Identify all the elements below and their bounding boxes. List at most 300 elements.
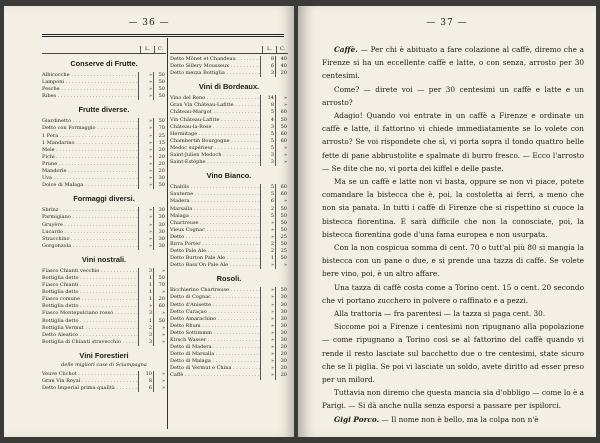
header-lire: L. [140, 46, 154, 53]
item-name: Mandorle . . . [42, 168, 138, 175]
price-row [170, 213, 288, 220]
price-lire: » [260, 262, 275, 269]
price-row [42, 282, 166, 289]
paragraph-heading: Caffè. [334, 45, 358, 54]
item-name: Chambertin Bourgogne . . . [170, 138, 260, 145]
section-title: Vini di Bordeaux. [198, 82, 260, 92]
price-column-right [170, 46, 288, 432]
price-centesimi: 30 [275, 316, 288, 323]
price-lire: 8 [260, 56, 275, 63]
price-centesimi: » [153, 289, 166, 296]
price-lire: » [260, 323, 275, 330]
item-name: Madera . . . [170, 198, 260, 205]
item-name: Bottiglia di Chianti stravecchio . . . [42, 339, 138, 346]
item-name: Ribes . . . [42, 93, 138, 100]
item-name: Stracchino . . . [42, 236, 138, 243]
price-lire: » [260, 220, 275, 227]
price-lire: 2 [260, 241, 275, 248]
item-name: Detto Imperial prima qualità . . . [42, 385, 138, 392]
item-name: Detto di Madera . . . [170, 344, 260, 351]
price-row [170, 138, 288, 145]
price-centesimi: 25 [275, 248, 288, 255]
section-title: Frutte diverse. [78, 105, 130, 115]
guide-text [322, 43, 584, 426]
item-name: 1 Mandarino . . . [42, 140, 138, 147]
price-centesimi: » [275, 102, 288, 109]
item-name: Detto Bass'On Pale Ale . . . [170, 262, 260, 269]
item-name: Detto di Cognac . . . [170, 294, 260, 301]
paragraph [322, 307, 584, 320]
price-centesimi: 30 [153, 229, 166, 236]
price-lire: 6 [260, 198, 275, 205]
price-centesimi: 25 [153, 133, 166, 140]
price-lire: 5 [260, 191, 275, 198]
price-centesimi: 60 [275, 109, 288, 116]
price-lire: » [138, 222, 153, 229]
price-lire: 1 [138, 289, 153, 296]
price-lire: 3 [260, 124, 275, 131]
price-row [170, 159, 288, 166]
item-name: Fiasco comune . . . [42, 296, 138, 303]
header-spacer [170, 46, 262, 53]
price-lire: 6 [260, 63, 275, 70]
price-centesimi: 20 [275, 70, 288, 77]
price-centesimi: 30 [153, 236, 166, 243]
price-row [170, 316, 288, 323]
paragraph [322, 175, 584, 241]
price-lire: » [138, 161, 153, 168]
column-header [42, 46, 166, 54]
price-row [170, 56, 288, 63]
price-lire: » [138, 243, 153, 250]
price-centesimi: » [153, 325, 166, 332]
price-lire: 3 [138, 310, 153, 317]
item-name: Kirsch Wasser . . . [170, 337, 260, 344]
price-lire: » [138, 236, 153, 243]
price-row [42, 72, 166, 79]
price-centesimi: 20 [153, 147, 166, 154]
price-row [42, 229, 166, 236]
price-centesimi: 30 [153, 207, 166, 214]
price-row [42, 154, 166, 161]
item-name: Detto Sottimmm . . . [170, 330, 260, 337]
item-name: Gorgonzola . . . [42, 243, 138, 250]
item-name: Detto Rhum . . . [170, 323, 260, 330]
item-name: Prune . . . [42, 161, 138, 168]
price-row [170, 145, 288, 152]
price-row [170, 227, 288, 234]
price-centesimi: » [153, 268, 166, 275]
section-title: Vino Bianco. [206, 171, 252, 181]
price-centesimi: 40 [275, 63, 288, 70]
item-name: Saint-Julien Medoch . . . [170, 152, 260, 159]
price-lire: 4 [260, 117, 275, 124]
price-centesimi: 50 [275, 255, 288, 262]
price-lire: 1 [138, 318, 153, 325]
left-page [4, 6, 294, 437]
left-page-number: — 36 — [128, 18, 170, 28]
price-row [170, 372, 288, 379]
price-lire: » [260, 372, 275, 379]
item-name: Bicchierino Chartreuse . . . [170, 287, 260, 294]
paragraph-text: Alla trattoria — fra parentesi — la tazza si paga cent. 30. [334, 309, 546, 319]
price-centesimi: 60 [275, 184, 288, 191]
item-name: Gruyère . . . [42, 222, 138, 229]
price-lire: » [138, 79, 153, 86]
price-centesimi: » [153, 332, 166, 339]
price-centesimi: 50 [275, 206, 288, 213]
price-row [170, 337, 288, 344]
price-lire: 14 [260, 95, 275, 102]
price-centesimi: 50 [275, 287, 288, 294]
price-lire: 8 [138, 378, 153, 385]
price-row [42, 182, 166, 189]
price-centesimi: 30 [153, 214, 166, 221]
price-centesimi: 20 [153, 161, 166, 168]
price-lire: » [260, 309, 275, 316]
header-centesimi: C. [276, 46, 288, 53]
price-centesimi: 50 [275, 227, 288, 234]
price-centesimi: 50 [275, 220, 288, 227]
price-row [170, 255, 288, 262]
item-name: Gran Vin Château-Lafitte . . . [170, 102, 260, 109]
item-name: Bottiglia detto . . . [42, 275, 138, 282]
price-centesimi: » [275, 95, 288, 102]
price-row [42, 325, 166, 332]
price-row [170, 262, 288, 269]
price-lire: » [138, 147, 153, 154]
price-row [170, 124, 288, 131]
item-name: Lucardo . . . [42, 229, 138, 236]
price-row [170, 198, 288, 205]
item-name: Detto Aleatico . . . [42, 332, 138, 339]
price-row [170, 309, 288, 316]
item-name: Vino del Reno . . . [170, 95, 260, 102]
price-centesimi: 30 [275, 302, 288, 309]
price-row [170, 344, 288, 351]
price-row [170, 152, 288, 159]
price-row [42, 318, 166, 325]
price-row [42, 236, 166, 243]
price-centesimi: 60 [275, 191, 288, 198]
price-row [42, 296, 166, 303]
price-row [170, 131, 288, 138]
price-centesimi: 60 [153, 303, 166, 310]
price-lire: » [260, 365, 275, 372]
price-lire: 1 [138, 296, 153, 303]
price-centesimi: 60 [275, 131, 288, 138]
item-name: Detto mezza Bottiglia . . . [170, 70, 260, 77]
price-lire: 5 [260, 184, 275, 191]
price-lire: » [260, 234, 275, 241]
item-name: Lamponi . . . [42, 79, 138, 86]
paragraph [322, 83, 584, 109]
price-row [170, 206, 288, 213]
price-centesimi: 20 [275, 372, 288, 379]
price-lire: 5 [260, 131, 275, 138]
price-row [42, 371, 166, 378]
price-lire: » [260, 302, 275, 309]
item-name: Marsalla . . . [170, 206, 260, 213]
price-row [170, 294, 288, 301]
price-row [42, 118, 166, 125]
paragraph-text: Come? — direte voi — per 30 centesimi un caffè e latte e un arrosto? [322, 84, 584, 107]
price-lire: 3 [260, 159, 275, 166]
price-row [170, 117, 288, 124]
paragraph-text: Ma se un caffè e latte non vi basta, oppure se non vi piace, potete comandare la bistecca che è, poi, la costoletta ai ferri, a meno che non sia panata. In tutti i caffè di Firenze che si rispettino si cuoce la bistecca fiorentina. E sarà difficile che non la conosciate, poi, la bistecca fiorentina gode d'una fama europea e non usurpata. [322, 177, 584, 239]
price-centesimi: 30 [275, 294, 288, 301]
price-row [170, 70, 288, 77]
price-lire: » [260, 287, 275, 294]
price-row [170, 241, 288, 248]
price-centesimi: » [275, 159, 288, 166]
price-lire: » [260, 294, 275, 301]
item-name: Detto di Marsalla . . . [170, 351, 260, 358]
price-centesimi: 20 [275, 365, 288, 372]
price-centesimi: 50 [153, 79, 166, 86]
section-title: Vini nostrali. [81, 254, 127, 264]
item-name: Detto Sillery Mousseux . . . [170, 63, 260, 70]
price-lire: » [138, 229, 153, 236]
paragraph-text: Tuttavia non diremo che questa mancia sia d'obbligo — come lo è a Parigi. — Si dà anche nulla senza esporsi a passare per ispilorci. [322, 388, 584, 411]
item-name: Hermitage . . . [170, 131, 260, 138]
item-name: Mele . . . [42, 147, 138, 154]
item-name: Gran Vin Royal . . . [42, 378, 138, 385]
item-name: Detto Amarachino . . . [170, 316, 260, 323]
price-centesimi: 15 [153, 140, 166, 147]
paragraph [322, 320, 584, 386]
price-lire: 3 [138, 268, 153, 275]
item-name: Chartreuse . . . [170, 220, 260, 227]
price-lire: » [138, 175, 153, 182]
item-name: 1 Pera . . . [42, 133, 138, 140]
paragraph-text: — Il nome non è bello, ma la colpa non n'è [379, 414, 539, 424]
section-title: Conserve di Frutte. [70, 59, 138, 68]
item-name: Detto di Vermut e China . . . [170, 365, 260, 372]
price-row [42, 339, 166, 346]
price-lire: » [138, 93, 153, 100]
section-title: Vini Forestieri [79, 350, 129, 360]
price-row [42, 147, 166, 154]
price-row [42, 207, 166, 214]
price-row [170, 358, 288, 365]
price-centesimi: 50 [153, 118, 166, 125]
price-lire: 3 [138, 339, 153, 346]
paragraph [322, 241, 584, 281]
price-lire: 5 [260, 138, 275, 145]
price-lire: » [260, 337, 275, 344]
price-row [42, 332, 166, 339]
price-row [42, 214, 166, 221]
price-centesimi: 50 [153, 182, 166, 189]
price-row [42, 133, 166, 140]
price-centesimi: 70 [153, 125, 166, 132]
price-centesimi: 30 [275, 309, 288, 316]
item-name: Saint-Estèphe . . . [170, 159, 260, 166]
price-lire: » [138, 214, 153, 221]
item-name: Bottiglia detto . . . [42, 303, 138, 310]
price-lire: » [260, 344, 275, 351]
price-column-left [42, 46, 166, 432]
item-name: Fiasco Chianti vecchio . . . [42, 268, 138, 275]
price-lire: » [138, 133, 153, 140]
price-lire: 5 [260, 145, 275, 152]
price-centesimi: 20 [153, 168, 166, 175]
item-name: Bottiglia Vermut . . . [42, 325, 138, 332]
item-name: Fiasco Chianti . . . [42, 282, 138, 289]
right-page-number: — 37 — [426, 18, 468, 28]
price-row [170, 102, 288, 109]
price-lire: » [138, 303, 153, 310]
price-row [42, 268, 166, 275]
item-name: Château-la-Rose . . . [170, 124, 260, 131]
top-rule-double [42, 36, 284, 37]
price-centesimi: 30 [275, 358, 288, 365]
price-centesimi: 50 [153, 72, 166, 79]
price-centesimi: » [275, 198, 288, 205]
column-divider [167, 38, 168, 429]
paragraph [322, 386, 584, 412]
price-lire: » [260, 316, 275, 323]
price-lire: » [138, 72, 153, 79]
price-lire: » [138, 125, 153, 132]
item-name: Parmigiano . . . [42, 214, 138, 221]
price-lire: 3 [138, 332, 153, 339]
price-centesimi: 20 [153, 154, 166, 161]
price-centesimi: 20 [275, 344, 288, 351]
header-spacer [42, 46, 140, 53]
item-name: Detto Mônet et Chandeau . . . [170, 56, 260, 63]
price-row [170, 220, 288, 227]
price-row [42, 385, 166, 392]
price-lire: 3 [260, 152, 275, 159]
paragraph-heading: Gigi Porco. [334, 414, 380, 424]
price-lire: » [260, 227, 275, 234]
price-centesimi: » [153, 310, 166, 317]
price-centesimi: 20 [153, 296, 166, 303]
price-centesimi: 50 [275, 117, 288, 124]
section-subtitle: delle migliori case di Sciampagna [61, 361, 147, 368]
price-lire: » [260, 351, 275, 358]
price-centesimi: » [275, 145, 288, 152]
item-name: Detto di Malaga . . . [170, 358, 260, 365]
price-centesimi: 60 [275, 138, 288, 145]
price-row [42, 93, 166, 100]
item-name: Fichi . . . [42, 154, 138, 161]
price-row [42, 140, 166, 147]
price-centesimi: 20 [275, 351, 288, 358]
item-name: Birra Porter . . . [170, 241, 260, 248]
price-row [42, 168, 166, 175]
price-centesimi: » [153, 339, 166, 346]
price-centesimi: » [153, 378, 166, 385]
item-name: Detto Burton Pale Ale . . . [170, 255, 260, 262]
item-name: Bottiglia detto . . . [42, 318, 138, 325]
price-row [42, 310, 166, 317]
price-row [42, 222, 166, 229]
section-title: Rosoli. [216, 274, 242, 284]
price-row [42, 161, 166, 168]
price-lire: 8 [260, 102, 275, 109]
price-lire: » [138, 168, 153, 175]
price-row [170, 63, 288, 70]
top-rule [42, 34, 284, 35]
item-name: Dolce di Malaga . . . [42, 182, 138, 189]
price-centesimi: 50 [153, 318, 166, 325]
price-lire: 1 [260, 255, 275, 262]
item-name: Fiasco Montepulciano rosso . . . [42, 310, 138, 317]
price-row [42, 86, 166, 93]
price-row [42, 175, 166, 182]
price-row [42, 378, 166, 385]
column-header [170, 46, 288, 54]
item-name: Chablis . . . [170, 184, 260, 191]
right-page [298, 6, 596, 437]
price-row [42, 275, 166, 282]
price-centesimi: 30 [275, 323, 288, 330]
price-centesimi: » [275, 152, 288, 159]
price-centesimi: 50 [153, 275, 166, 282]
paragraph-text: Con la non cospicua somma di cent. 70 o tutt'al più 80 si mangia la bistecca con un pane o due, e si prende una tazza di caffè. Se volete bere vino, poi, è un altro affare. [322, 243, 584, 279]
paragraph [322, 43, 584, 83]
price-centesimi: 50 [275, 241, 288, 248]
price-centesimi: 50 [153, 86, 166, 93]
item-name: Detto . . . [170, 234, 260, 241]
item-name: Sauterne . . . [170, 191, 260, 198]
price-row [170, 248, 288, 255]
price-row [170, 302, 288, 309]
paragraph-text: Adagio! Quando voi entrate in un caffè a Firenze e ordinate un caffè e latte, il fattorino vi chiede immediatamente se lo volete con arrosto? Se voi rispondete che sì, vi porta sopra il tondo quattro belle fette di pane abbrustolite e spalmate di burro fresco. — Ecco l'arrosto — Se dite che no, vi porta dei kiffel e delle paste. [322, 111, 584, 173]
price-lire: » [138, 207, 153, 214]
price-lire: 2 [260, 206, 275, 213]
price-row [170, 95, 288, 102]
item-name: Malaga . . . [170, 213, 260, 220]
price-centesimi: 30 [153, 175, 166, 182]
price-lire: » [260, 330, 275, 337]
item-name: Caffè . . . [170, 372, 260, 379]
item-name: Vin Château-Lafitte . . . [170, 117, 260, 124]
paragraph [322, 281, 584, 307]
price-lire: 5 [260, 109, 275, 116]
price-lire: » [138, 154, 153, 161]
paragraph-text: — Per chi è abituato a fare colazione al caffè, diremo che a Firenze si ha un eccellente caffè e latte, o con senza, arrosto per 30 centesimi. [322, 45, 584, 81]
price-row [170, 109, 288, 116]
price-row [170, 287, 288, 294]
price-row [170, 184, 288, 191]
price-lire: » [138, 118, 153, 125]
price-lire: 2 [260, 248, 275, 255]
price-centesimi: 30 [153, 222, 166, 229]
price-centesimi: 50 [275, 213, 288, 220]
price-centesimi: » [153, 385, 166, 392]
price-lire: 1 [138, 282, 153, 289]
item-name: Pesche . . . [42, 86, 138, 93]
paragraph-text: Siccome poi a Firenze i centesimi non ripugnano alla popolazione — come ripugnano a Torino così se al fattorino del caffè quando vi rende il resto lasciate sul bacchetto due o tre centesimi, state sicuro che se li piglia. Se poi vi lasciate un soldo, avete diritto ad esser preso per un milord. [322, 322, 584, 385]
item-name: Vieux Cognac . . . [170, 227, 260, 234]
price-lire: » [138, 140, 153, 147]
header-centesimi: C. [154, 46, 166, 53]
price-lire: » [138, 86, 153, 93]
price-lire: 5 [260, 213, 275, 220]
price-row [42, 79, 166, 86]
price-centesimi: 50 [275, 124, 288, 131]
price-centesimi: 70 [153, 282, 166, 289]
price-lire: 6 [138, 385, 153, 392]
price-row [170, 351, 288, 358]
paragraph [322, 413, 584, 426]
item-name: Detto Pale Ale . . . [170, 248, 260, 255]
price-row [42, 303, 166, 310]
